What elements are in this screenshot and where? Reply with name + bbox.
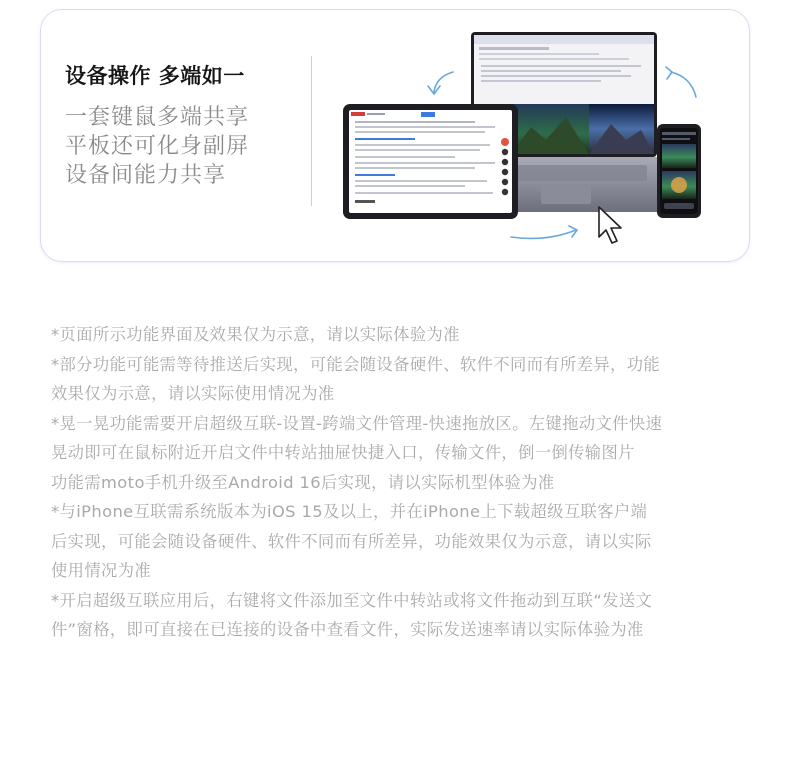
- phone-device: [657, 124, 701, 218]
- disclaimer-notes: [51, 320, 731, 645]
- feature-subline-2: 平板还可化身副屏: [65, 134, 250, 159]
- feature-card: [40, 9, 750, 262]
- note-line-7: *与iPhone互联需系统版本为iOS 15及以上，并在iPhone上下载超级互联客户端: [51, 502, 648, 521]
- note-line-9: 使用情况为准: [51, 561, 152, 580]
- feature-title: 设备操作 多端如一: [65, 64, 245, 88]
- feature-subline-1: 一套键鼠多端共享: [65, 105, 250, 130]
- divider: [311, 56, 312, 206]
- note-line-8: 后实现，可能会随设备硬件、软件不同而有所差异，功能效果仅为示意，请以实际: [51, 531, 652, 551]
- tablet-device: [343, 104, 518, 219]
- note-line-10: *开启超级互联应用后，右键将文件添加至文件中转站或将文件拖动到互联“发送文: [51, 590, 653, 610]
- cursor-arrow: [599, 207, 621, 243]
- note-line-2: *部分功能可能需等待推送后实现，可能会随设备硬件、软件不同而有所差异，功能: [51, 354, 661, 374]
- note-line-6: 功能需moto手机升级至Android 16后实现，请以实际机型体验为准: [51, 472, 555, 492]
- note-line-3: 效果仅为示意，请以实际使用情况为准: [51, 384, 335, 403]
- note-line-11: 件”窗格，即可直接在已连接的设备中查看文件，实际发送速率请以实际体验为准: [51, 620, 644, 639]
- note-line-5: 晃动即可在鼠标附近开启文件中转站抽屉快捷入口，传输文件，倒一倒传输图片: [51, 443, 635, 462]
- note-line-4: *晃一晃功能需要开启超级互联-设置-跨端文件管理-快速拖放区。左键拖动文件快速: [51, 413, 663, 433]
- devices-illustration: [331, 22, 731, 254]
- note-line-1: *页面所示功能界面及效果仅为示意，请以实际体验为准: [51, 325, 460, 344]
- feature-subline-3: 设备间能力共享: [65, 163, 227, 188]
